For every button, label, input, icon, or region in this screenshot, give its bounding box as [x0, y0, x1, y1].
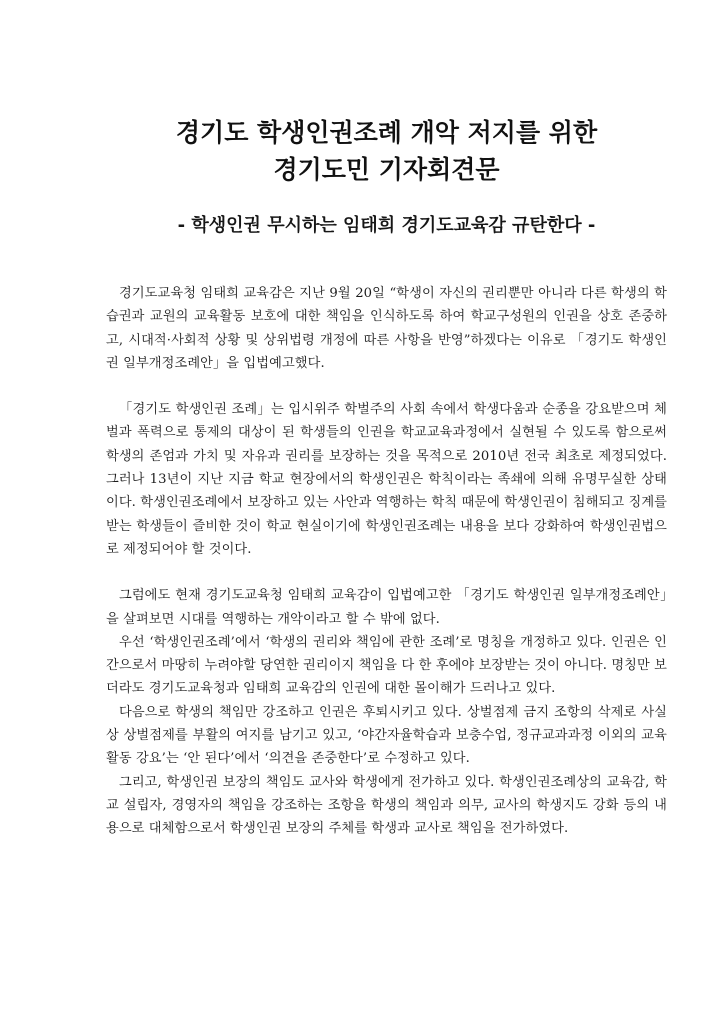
paragraph-5: 다음으로 학생의 책임만 강조하고 인권은 후퇴시키고 있다. 상벌점제 금지 조항의 삭제로 사실상 상벌점제를 부활의 여지를 남기고 있고, ‘야간자율학습과 보충수업, 정규교과과정 이외의 교육활동 강요’는 ‘안 된다’에서 ‘의견을 존중한다’로 수정하고 있다. — [106, 704, 667, 767]
paragraph-4: 우선 ‘학생인권조례’에서 ‘학생의 권리와 책임에 관한 조례’로 명칭을 개정하고 있다. 인권은 인간으로서 마땅히 누려야할 당연한 권리이지 책임을 다 한 후에야 보장받는 것이 아니다. 명칭만 보더라도 경기도교육청과 임태희 교육감의 인권에 대한 몰이해가 드러나고 있다. — [106, 634, 667, 697]
paragraph-3: 그럼에도 현재 경기도교육청 임태희 교육감이 입법예고한 「경기도 학생인권 일부개정조례안」을 살펴보면 시대를 역행하는 개악이라고 할 수 밖에 없다. — [106, 588, 667, 627]
paragraph-2: 「경기도 학생인권 조례」는 입시위주 학벌주의 사회 속에서 학생다움과 순종을 강요받으며 체벌과 폭력으로 통제의 대상이 된 학생들의 인권을 학교교육과정에서 실현될 수 있도록 함으로써 학생의 존엄과 가치 및 자유과 권리를 보장하는 것을 목적으로 2010년 전국 최초로 제정되었다. 그러나 13년이 지난 지금 학교 현장에서의 학생인권은 학칙이라는 족쇄에 의해 유명무실한 상태이다. 학생인권조례에서 보장하고 있는 사안과 역행하는 학칙 때문에 학생인권이 침해되고 징계를 받는 학생들이 즐비한 것이 학교 현실이기에 학생인권조례는 내용을 보다 강화하여 학생인권법으로 제정되어야 할 것이다. — [106, 402, 667, 557]
document-body — [106, 282, 667, 841]
paragraph-6: 그리고, 학생인권 보장의 책임도 교사와 학생에게 전가하고 있다. 학생인권조례상의 교육감, 학교 설립자, 경영자의 책임을 강조하는 조항을 학생의 책임과 의무, 교사의 학생지도 강화 등의 내용으로 대체함으로서 학생인권 보장의 주체를 학생과 교사로 책임을 전가하였다. — [106, 774, 667, 837]
title-line-1: 경기도 학생인권조례 개악 저지를 위한 — [175, 118, 598, 147]
subtitle: - 학생인권 무시하는 임태희 경기도교육감 규탄한다 - — [177, 215, 596, 236]
paragraph-1: 경기도교육청 임태희 교육감은 지난 9월 20일 “학생이 자신의 권리뿐만 아니라 다른 학생의 학습권과 교원의 교육활동 보호에 대한 책임을 인식하도록 하여 학교구성원의 인권을 상호 존중하고, 시대적·사회적 상황 및 상위법령 개정에 따른 사항을 반영”하겠다는 이유로 「경기도 학생인권 일부개정조례안」을 입법예고했다. — [106, 286, 667, 371]
title-line-2: 경기도민 기자회견문 — [273, 155, 500, 184]
